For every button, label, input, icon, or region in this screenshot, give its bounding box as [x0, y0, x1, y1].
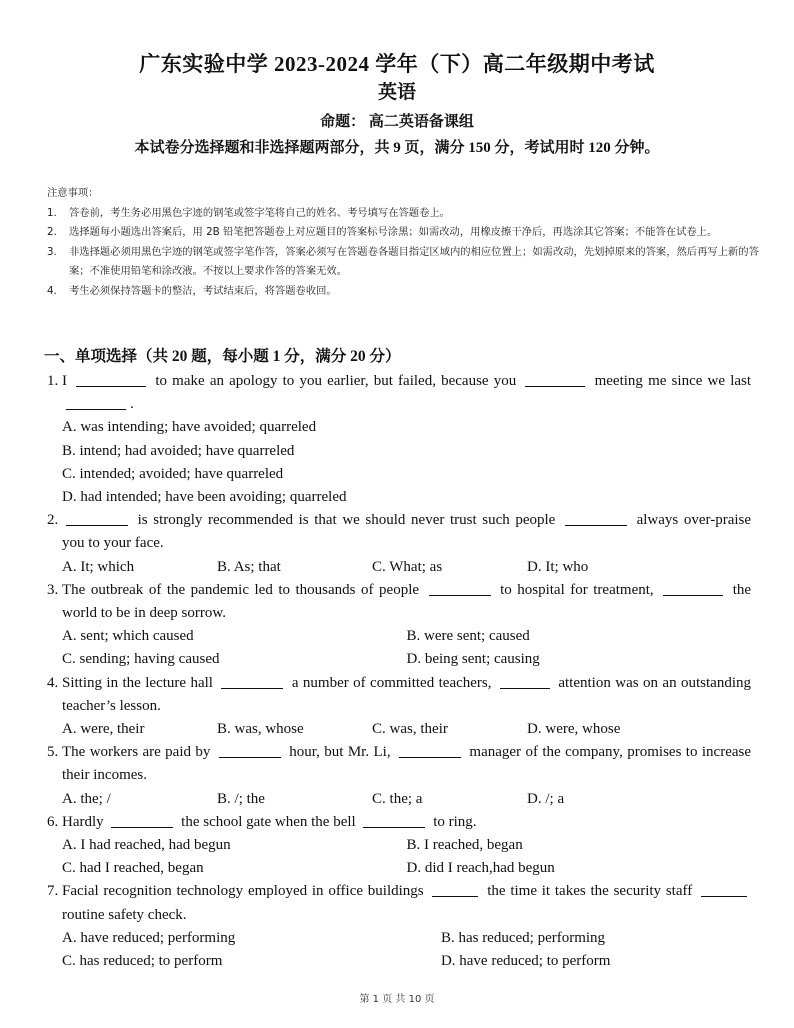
section-title: 一、单项选择（共 20 题，每小题 1 分，满分 20 分） [44, 348, 401, 365]
option-a: A. was intending; have avoided; quarreled [62, 419, 317, 436]
option-b: B. was, whose [217, 721, 304, 738]
stem-text: always over-praise you to your face. [62, 512, 752, 552]
questions-list [47, 370, 751, 973]
answer-blank [399, 742, 461, 758]
question-number: 2. [47, 512, 59, 529]
stem-text: hour, but Mr. Li, [289, 744, 391, 761]
question-stem [47, 741, 751, 787]
stem-text: I [62, 373, 67, 389]
note-text: 非选择题必须用黑色字迹的钢笔或签字笔作答，答案必须写在答题卷各题目指定区域内的相应位置上；如需改动，先划掉原来的答案，然后再写上新的答案；不准使用铅笔和涂改液。不按以上要求作答的答案无效。 [69, 245, 759, 277]
answer-blank [500, 673, 550, 689]
stem-text: The workers are paid by [62, 744, 211, 761]
question-number: 5. [47, 744, 59, 761]
note-number: 4. [47, 284, 57, 297]
answer-blank [66, 510, 128, 526]
stem-text: to hospital for treatment, [500, 581, 654, 598]
question-stem [47, 880, 751, 926]
answer-blank [66, 394, 126, 410]
answer-blank [363, 812, 425, 828]
note-text: 选择题每小题选出答案后，用 2B 铅笔把答题卷上对应题目的答案标号涂黑；如需改动，用橡皮擦干净后，再选涂其它答案；不能答在试卷上。 [69, 226, 718, 238]
note-item [47, 223, 759, 243]
answer-blank [701, 881, 747, 897]
stem-text: Hardly [62, 813, 104, 830]
question-7 [47, 880, 751, 973]
note-item [47, 282, 759, 302]
option-c: C. What; as [372, 558, 443, 575]
stem-text: the time it takes the security staff [487, 883, 693, 900]
options [47, 556, 751, 579]
option-a: A. have reduced; performing [62, 929, 236, 946]
option-b: B. I reached, began [406, 837, 523, 854]
options [47, 718, 751, 741]
answer-blank [221, 673, 283, 689]
question-stem [47, 509, 751, 555]
option-d: D. have reduced; to perform [440, 953, 611, 970]
note-number: 1. [47, 206, 57, 219]
note-text: 答卷前，考生务必用黑色字迹的钢笔或签字笔将自己的姓名、考号填写在答题卷上。 [69, 206, 450, 219]
option-c: C. sending; having caused [62, 651, 220, 668]
question-4 [47, 672, 751, 742]
stem-text: Facial recognition technology employed in office buildings [62, 883, 424, 900]
option-a: A. the; / [62, 790, 111, 807]
option-a: A. sent; which caused [62, 628, 194, 645]
question-stem [47, 370, 751, 416]
question-number: 7. [47, 883, 59, 900]
option-c: C. has reduced; to perform [62, 953, 223, 970]
stem-text: meeting me since we last [594, 373, 752, 389]
note-number: 3. [47, 245, 57, 258]
note-number: 2. [47, 226, 57, 238]
question-3 [47, 579, 751, 672]
option-a: A. It; which [62, 558, 135, 575]
option-d: D. had intended; have been avoiding; quarreled [62, 489, 347, 506]
stem-text: a number of committed teachers, [291, 674, 492, 691]
option-c: C. the; a [372, 790, 423, 807]
stem-text: to ring. [433, 813, 477, 830]
stem-text: . [130, 396, 134, 413]
stem-text: attention was on an outstanding teacher’s lesson. [62, 674, 752, 714]
option-b: B. intend; had avoided; have quarreled [62, 442, 295, 459]
answer-blank [663, 580, 723, 596]
question-stem [47, 672, 751, 718]
option-c: C. had I reached, began [62, 860, 204, 877]
option-b: B. were sent; caused [406, 628, 530, 645]
option-d: D. It; who [527, 558, 589, 575]
answer-blank [111, 812, 173, 828]
exam-title: 广东实验中学 2023-2024 学年（下）高二年级期中考试 [139, 52, 655, 76]
notes-heading: 注意事项： [47, 187, 99, 199]
answer-blank [219, 742, 281, 758]
options [47, 625, 751, 671]
question-number: 3. [47, 581, 59, 598]
question-6 [47, 811, 751, 881]
author-line: 命题： 高二英语备课组 [320, 114, 474, 130]
option-c: C. was, their [372, 721, 448, 738]
subject-title: 英语 [377, 82, 416, 103]
note-item [47, 204, 759, 224]
option-d: D. did I reach,had begun [406, 860, 555, 877]
options [47, 927, 751, 973]
option-b: B. /; the [217, 790, 265, 807]
page-footer: 第 1 页 共 10 页 [359, 994, 435, 1005]
question-number: 4. [47, 674, 59, 691]
option-d: D. /; a [527, 790, 565, 807]
question-stem [47, 579, 751, 625]
question-2 [47, 509, 751, 579]
question-number: 6. [47, 813, 59, 830]
option-a: A. I had reached, had begun [62, 837, 231, 854]
stem-text: the school gate when the bell [181, 813, 356, 830]
option-a: A. were, their [62, 721, 145, 738]
stem-text: to make an apology to you earlier, but failed, because you [155, 373, 517, 389]
option-d: D. being sent; causing [406, 651, 540, 668]
question-1 [47, 370, 751, 509]
question-stem [47, 811, 751, 834]
option-d: D. were, whose [527, 721, 621, 738]
option-b: B. has reduced; performing [440, 929, 606, 946]
answer-blank [76, 371, 146, 387]
question-number: 1. [47, 373, 59, 389]
answer-blank [429, 580, 491, 596]
stem-text: manager of the company, promises to increase their incomes. [62, 744, 752, 784]
stem-text: the world to be in deep sorrow. [62, 581, 752, 622]
answer-blank [565, 510, 627, 526]
stem-text: is strongly recommended is that we should never trust such people [137, 512, 556, 529]
option-b: B. As; that [217, 558, 281, 575]
note-item [47, 243, 759, 282]
question-5 [47, 741, 751, 811]
exam-info: 本试卷分选择题和非选择题两部分，共 9 页，满分 150 分，考试用时 120 分钟。 [134, 140, 660, 156]
option-c: C. intended; avoided; have quarreled [62, 465, 284, 482]
stem-text: routine safety check. [62, 906, 187, 923]
stem-text: The outbreak of the pandemic led to thousands of people [62, 581, 420, 598]
note-text: 考生必须保持答题卡的整洁，考试结束后，将答题卷收回。 [69, 284, 337, 297]
options [47, 788, 751, 811]
notes-block [47, 184, 759, 301]
answer-blank [525, 371, 585, 387]
options [47, 416, 751, 509]
options [47, 834, 751, 880]
answer-blank [432, 881, 478, 897]
stem-text: Sitting in the lecture hall [62, 674, 213, 691]
